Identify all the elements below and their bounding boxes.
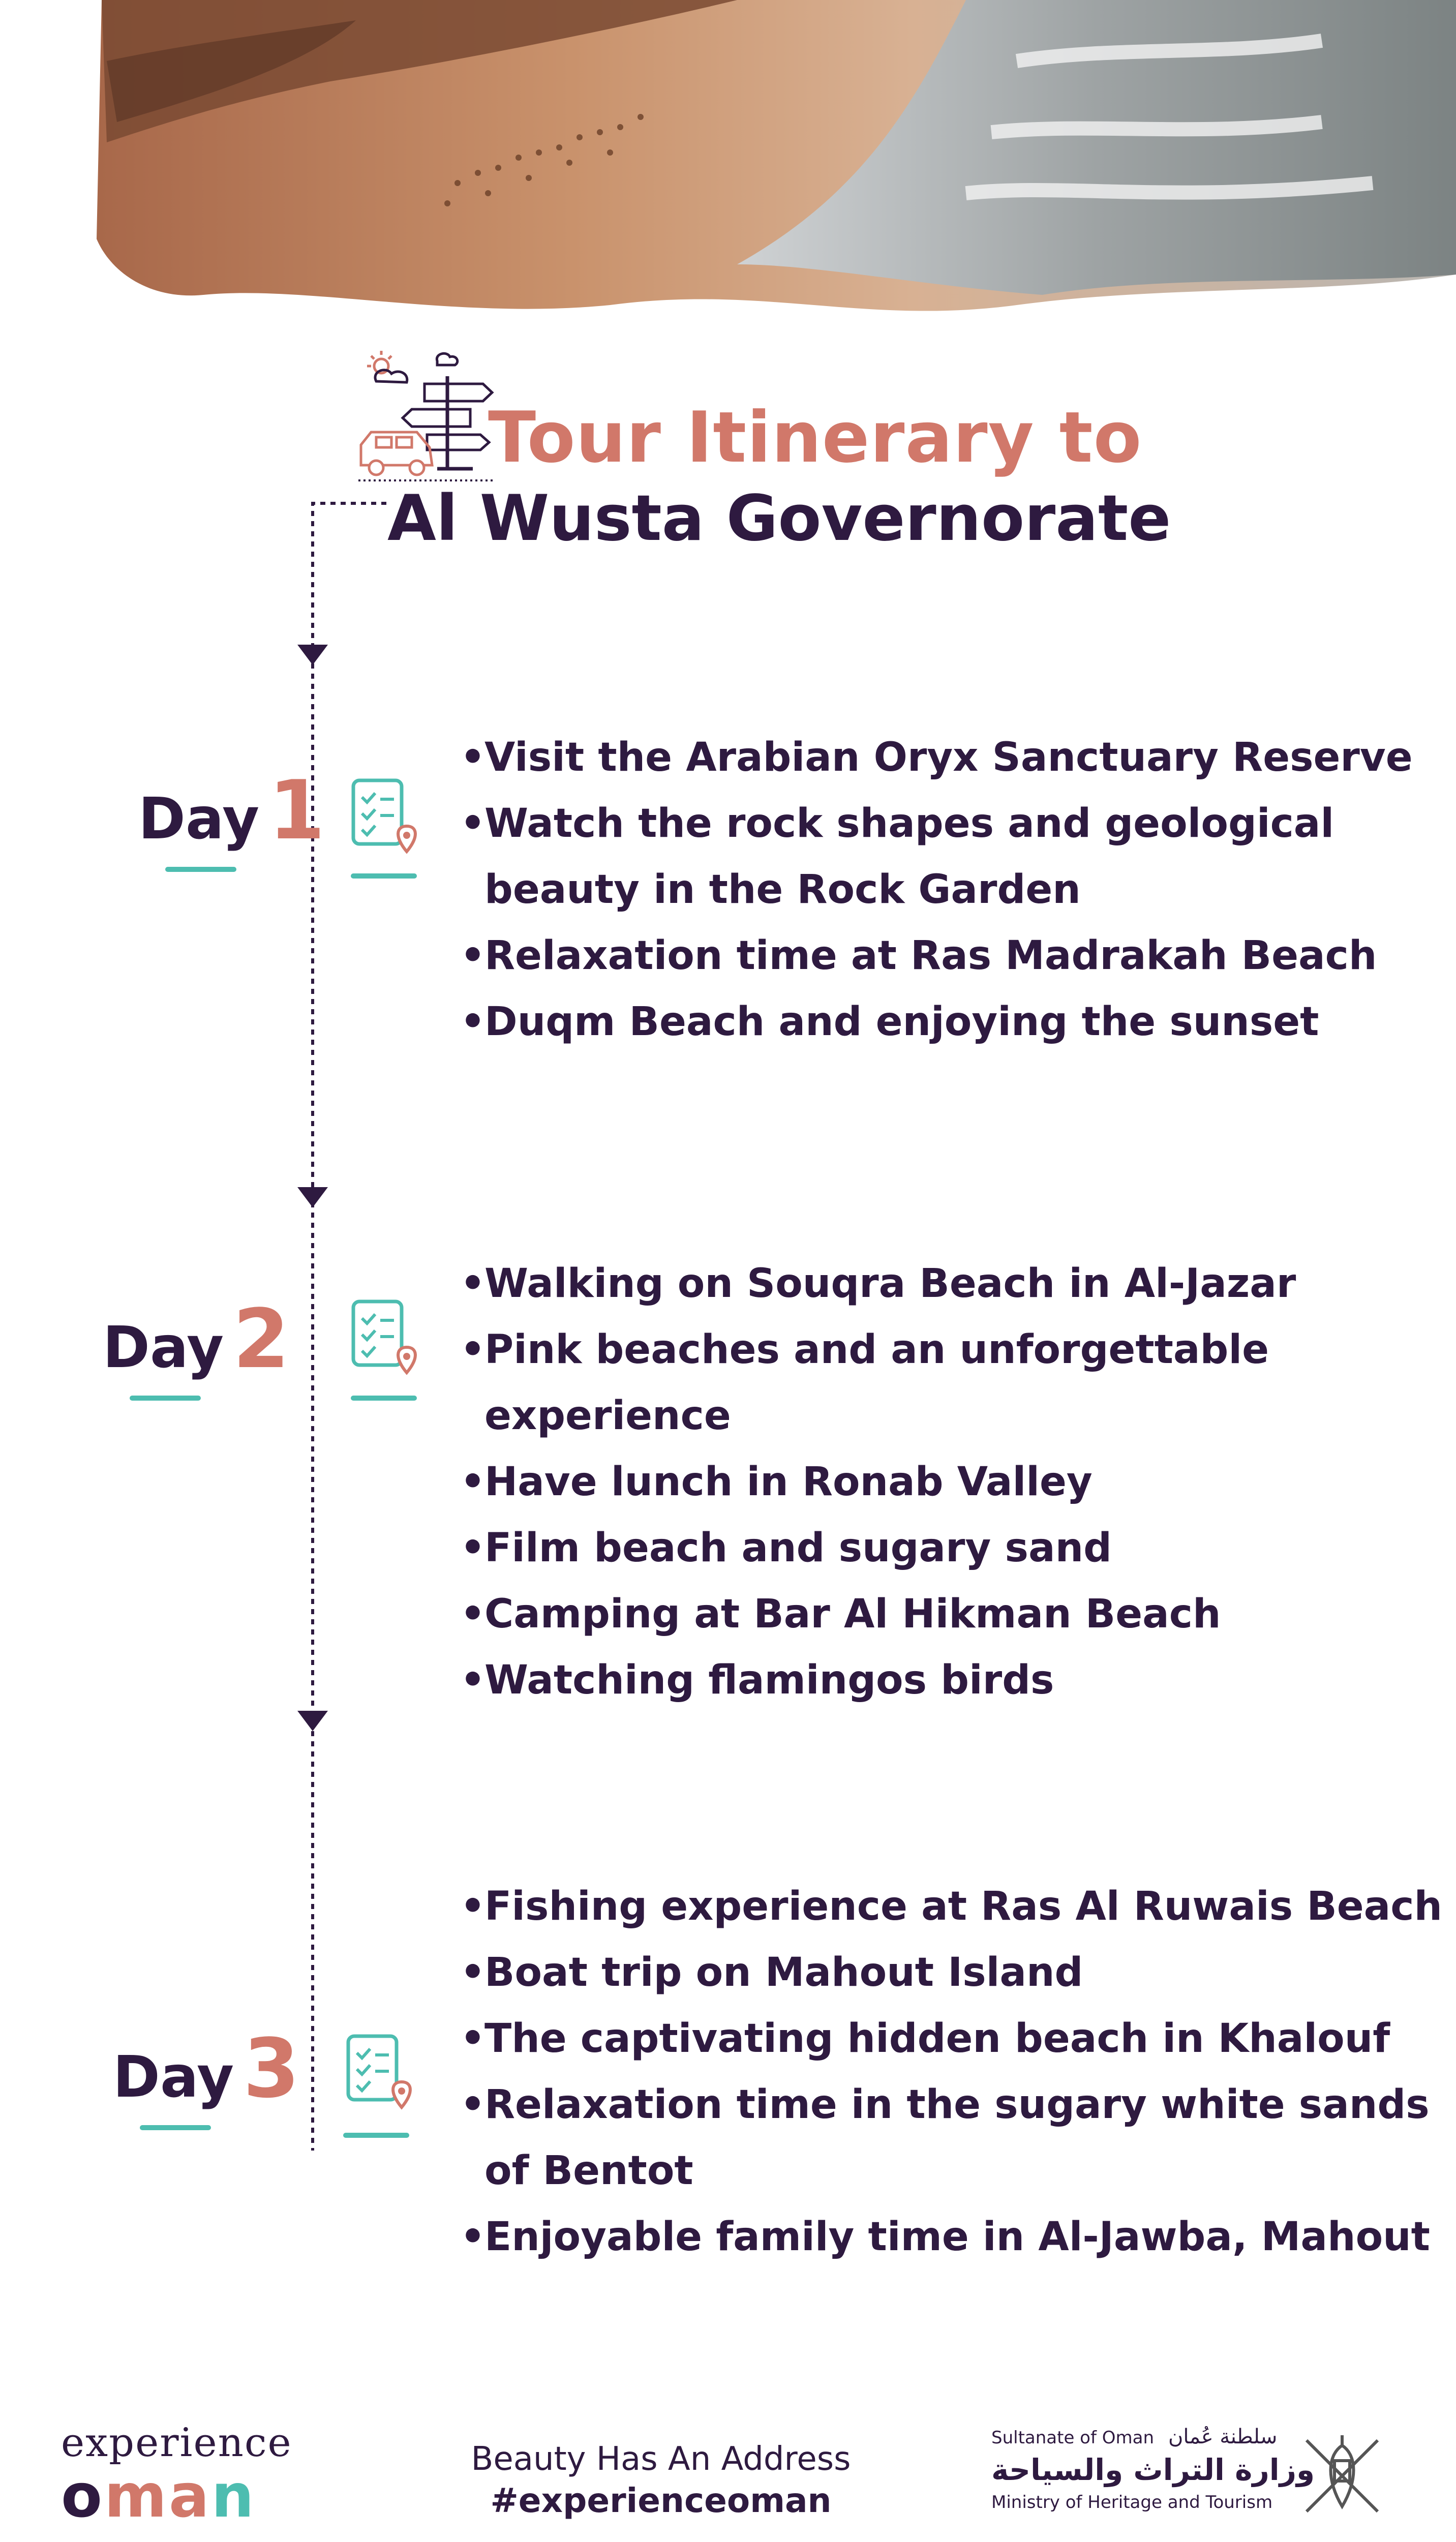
checklist-location-icon — [351, 1299, 422, 1375]
list-item: beauty in the Rock Garden — [484, 867, 1081, 913]
list-item: experience — [484, 1393, 731, 1439]
day-3-label — [113, 2021, 299, 2116]
list-item: • Pink beaches and an unforgettable — [460, 1317, 1296, 1383]
checklist-location-icon — [346, 2034, 417, 2110]
list-item: • Watching flamingos birds — [460, 1647, 1296, 1713]
brand-letter: n — [211, 2461, 256, 2531]
checklist-location-icon — [351, 778, 422, 854]
list-item: • The captivating hidden beach in Khalouf — [460, 2006, 1442, 2072]
day-number: 3 — [243, 2021, 300, 2116]
brand-logo-bottom — [61, 2461, 256, 2531]
brand-logo-top: experience — [61, 2420, 292, 2466]
icon-underline — [351, 1396, 417, 1401]
list-item: • Relaxation time in the sugary white sands — [460, 2072, 1442, 2138]
list-item: • Duqm Beach and enjoying the sunset — [460, 989, 1413, 1055]
icon-underline — [351, 873, 417, 879]
icon-underline — [343, 2133, 409, 2138]
ministry-name-en: Ministry of Heritage and Tourism — [991, 2492, 1273, 2513]
day-word: Day — [138, 786, 260, 852]
day-number: 2 — [233, 1291, 290, 1386]
timeline-arrow-icon — [297, 645, 328, 665]
day-2-activities — [460, 1251, 1296, 1713]
ministry-name-ar: وزارة التراث والسياحة — [991, 2453, 1315, 2487]
tagline: Beauty Has An Address — [471, 2440, 851, 2478]
list-item: • Fishing experience at Ras Al Ruwais Beach — [460, 1873, 1442, 1940]
ministry-small-row — [991, 2425, 1276, 2448]
list-item: • Relaxation time at Ras Madrakah Beach — [460, 923, 1413, 989]
khanjar-emblem-icon — [1291, 2425, 1393, 2527]
brand-letters: ma — [104, 2461, 211, 2531]
list-item: • Enjoyable family time in Al-Jawba, Mahout — [460, 2204, 1442, 2270]
day-2-label — [103, 1291, 289, 1386]
sultanate-label-ar: سلطنة عُمان — [1168, 2425, 1278, 2448]
page-title-line2: Al Wusta Governorate — [387, 482, 1171, 555]
list-item: • Walking on Souqra Beach in Al-Jazar — [460, 1251, 1296, 1317]
day-underline — [165, 867, 236, 872]
list-item: of Bentot — [484, 2148, 693, 2194]
day-underline — [140, 2125, 211, 2130]
page-title-line1: Tour Itinerary to — [488, 397, 1142, 478]
day-1-label — [138, 763, 325, 858]
day-word: Day — [113, 2044, 234, 2110]
brand-letter: o — [61, 2461, 105, 2531]
day-1-activities — [460, 724, 1413, 1055]
day-3-activities — [460, 1873, 1442, 2270]
sultanate-label: Sultanate of Oman — [991, 2428, 1155, 2448]
hashtag: #experienceoman — [490, 2481, 832, 2520]
day-underline — [130, 1396, 201, 1401]
list-item: • Visit the Arabian Oryx Sanctuary Reserve — [460, 724, 1413, 791]
list-item: • Film beach and sugary sand — [460, 1515, 1296, 1581]
ministry-logo-text — [991, 2425, 1315, 2513]
timeline-arrow-icon — [297, 1711, 328, 1731]
day-word: Day — [103, 1315, 224, 1381]
list-item: • Camping at Bar Al Hikman Beach — [460, 1581, 1296, 1647]
timeline-arrow-icon — [297, 1187, 328, 1207]
list-item: • Have lunch in Ronab Valley — [460, 1449, 1296, 1515]
day-number: 1 — [268, 763, 325, 858]
list-item: • Boat trip on Mahout Island — [460, 1940, 1442, 2006]
list-item: • Watch the rock shapes and geological — [460, 791, 1413, 857]
